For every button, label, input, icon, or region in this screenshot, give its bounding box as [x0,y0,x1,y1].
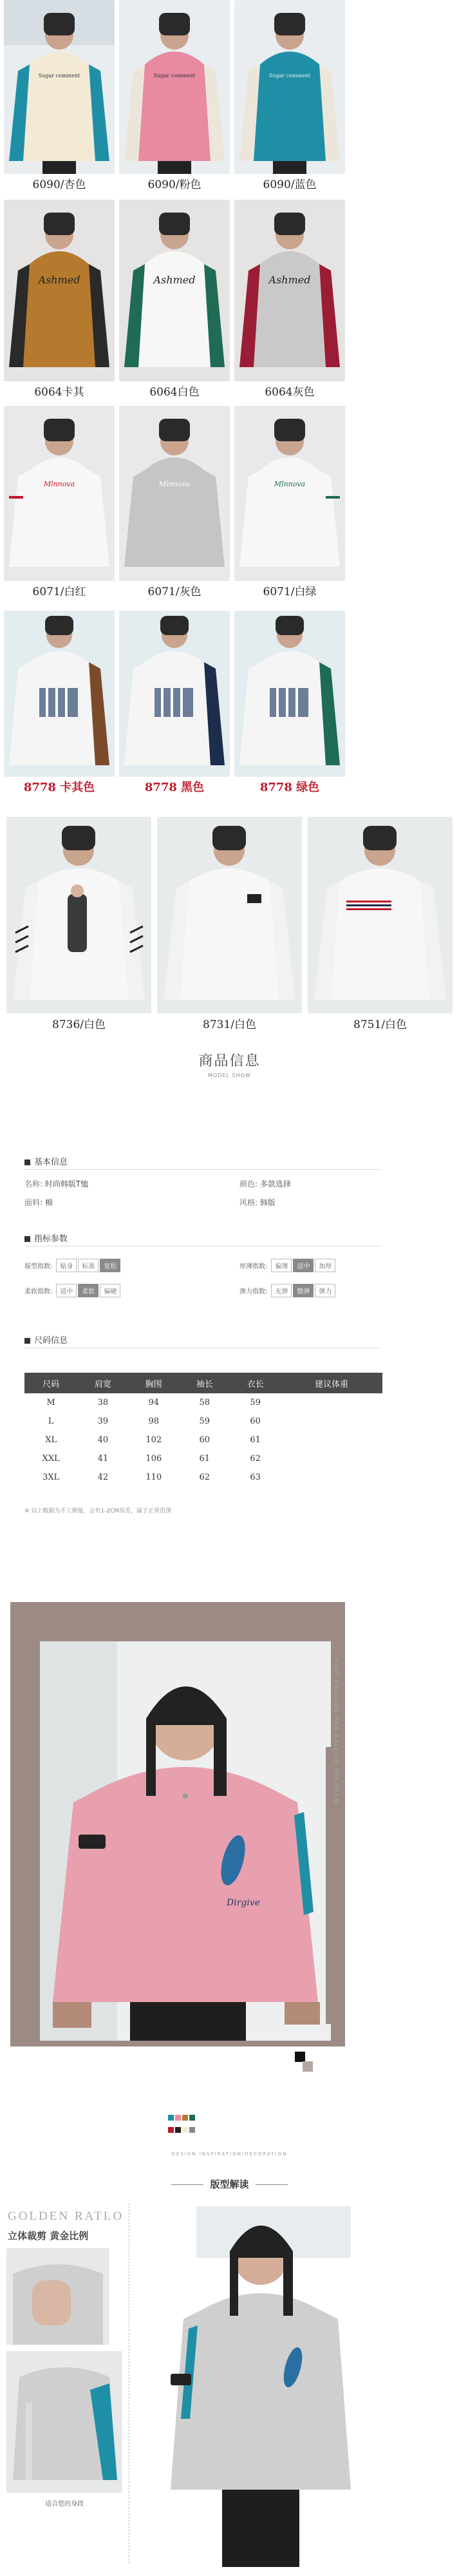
detail-caption: 适合您的身段 [45,2501,84,2508]
product-photo [234,406,345,581]
svg-text:Mlnnova: Mlnnova [158,480,191,488]
product-caption: 8751/白色 [353,1018,407,1031]
product-caption: 8778 黑色 [144,781,205,794]
svg-text:Mlnnova: Mlnnova [43,480,75,488]
feature-photo [40,1641,331,2041]
swatch [189,2115,195,2121]
swatch [182,2127,188,2133]
product-photo [119,611,230,777]
product-caption: 6071/白绿 [263,586,317,598]
color-swatches [167,2112,196,2136]
size-table-header: 尺码 肩宽 胸围 袖长 衣长 建议体重 [24,1373,382,1393]
detail-photo [6,2351,122,2493]
product-photo [4,0,115,174]
product-card[interactable] [234,200,345,399]
product-card[interactable] [4,200,115,399]
product-card[interactable] [6,817,151,1036]
product-caption: 6090/蓝色 [263,178,317,191]
swatch [182,2115,188,2121]
product-card[interactable] [4,611,115,797]
info-header [0,1050,459,1078]
golden-ratio-cn: 立体裁剪 黄金比例 [8,2230,89,2242]
main-detail-photo [158,2206,351,2567]
swatch [175,2127,181,2133]
info-subtitle: MODEL SHOW [208,1073,251,1078]
product-photo [4,406,115,581]
product-photo [4,611,115,777]
product-caption: 6090/粉色 [147,178,201,191]
swatch [168,2127,174,2133]
product-caption: 8778 绿色 [259,781,320,794]
elasticity-scale: 弹力指数: 无弹 微弹 弹力 [239,1284,337,1297]
table-row: 3XL 42 110 62 63 [42,1473,261,1482]
product-photo [234,0,345,174]
product-photo [119,200,230,381]
fit-scale: 版型指数: 贴身 标准 宽松 [24,1259,122,1272]
golden-ratio-en: GOLDEN RATLO [8,2209,124,2223]
svg-text:Mlnnova: Mlnnova [274,480,306,488]
product-card[interactable] [234,0,345,193]
table-row: M 38 94 58 59 [46,1398,261,1407]
product-card[interactable] [119,200,230,399]
decor-square [303,2061,313,2072]
product-card[interactable] [119,0,230,193]
table-row: XXL 41 106 61 62 [42,1454,261,1464]
product-caption: 6071/白红 [32,586,86,598]
size-table [24,1373,382,1487]
product-photo [119,406,230,581]
product-caption: 8736/白色 [52,1018,106,1031]
design-line: DESIGN INSPIRATION/DECORATION [171,2151,288,2157]
product-card[interactable] [234,406,345,599]
product-caption: 6071/灰色 [147,586,201,598]
product-card[interactable] [308,817,453,1036]
divider [24,1169,382,1170]
swatch [189,2127,195,2133]
product-photo [234,200,345,381]
svg-text:Sugar comment: Sugar comment [153,73,196,79]
info-title: 商品信息 [198,1053,261,1069]
thickness-scale: 厚薄指数: 偏薄 适中 加厚 [239,1259,337,1272]
svg-text:Sugar comment: Sugar comment [38,73,80,79]
softness-scale: 柔软指数: 适中 柔软 偏硬 [24,1284,122,1297]
product-caption: 6064卡其 [34,386,84,399]
svg-text:Sugar comment: Sugar comment [268,73,311,79]
product-card[interactable] [234,611,345,797]
svg-text:Ashmed: Ashmed [268,274,311,286]
product-caption: 6090/杏色 [32,178,86,191]
svg-text:Ashmed: Ashmed [38,274,80,286]
table-row: XL 40 102 60 61 [45,1435,261,1445]
product-card[interactable] [119,406,230,599]
table-row: L 39 98 59 60 [48,1417,261,1426]
product-card[interactable] [157,817,302,1036]
product-photo [308,817,453,1013]
product-caption: 8731/白色 [203,1018,256,1031]
product-card[interactable] [119,611,230,797]
basic-info-label: 基本信息 [24,1155,68,1167]
color-field: 颜色: 多款选择 [239,1179,291,1188]
feature-vertical-text: THAT FOLLOWS THE CALL OF THE TEAM [333,1659,339,1804]
swatch [168,2115,174,2121]
style-field: 风格: 韩版 [239,1198,276,1207]
svg-text:Dirgive: Dirgive [227,1898,261,1908]
swatch [175,2115,181,2121]
product-card[interactable] [4,0,115,193]
product-photo [157,817,302,1013]
product-photo [4,200,115,381]
detail-photo [6,2248,109,2345]
product-photo [234,611,345,777]
product-photo [119,0,230,174]
fabric-field: 面料: 棉 [24,1198,53,1207]
product-caption: 6064白色 [149,386,200,399]
index-label: 指标参数 [24,1232,68,1244]
product-photo [6,817,151,1013]
product-card[interactable] [4,406,115,599]
version-title: 版型解读 [0,2177,459,2191]
decor-square [295,2052,305,2062]
size-note: ※ 以上数据为手工测量，会有1-2CM误差，属于正常范围 [24,1508,172,1514]
size-label: 尺码信息 [24,1333,68,1346]
svg-text:Ashmed: Ashmed [153,274,196,286]
product-caption: 8778 卡其色 [23,781,95,794]
product-caption: 6064灰色 [265,386,315,399]
name-field: 名称: 时尚韩版T恤 [24,1179,89,1188]
